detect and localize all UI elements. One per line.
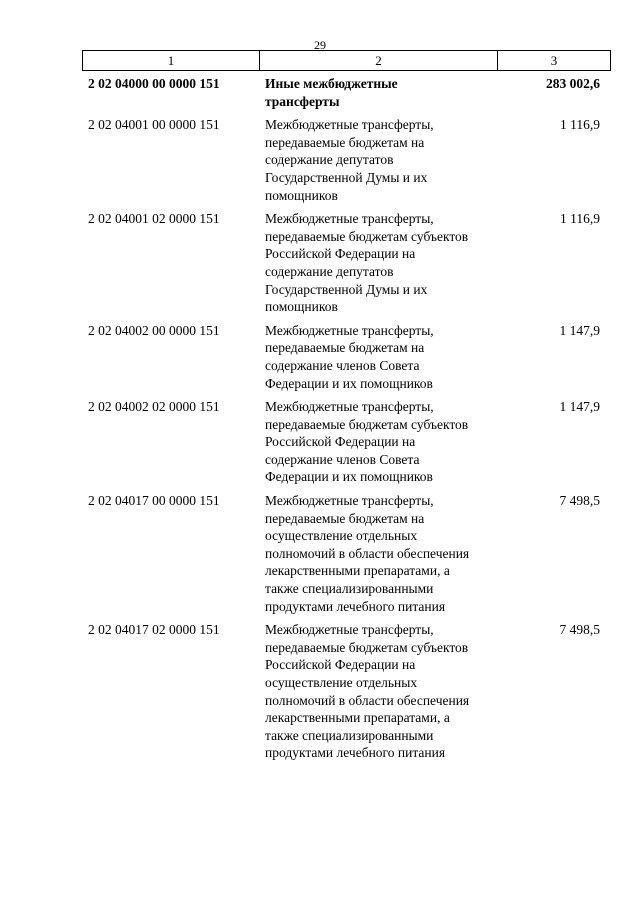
budget-item-name [259,398,497,486]
column-header-table [82,50,611,71]
budget-code: 2 02 04000 00 0000 151 [88,76,220,91]
column-header-code: 1 [83,51,260,71]
name-line: содержание членов Совета [265,357,420,373]
budget-amount: 283 002,6 [546,76,600,91]
table-row [82,492,610,615]
name-line: осуществление отдельных [265,528,418,544]
name-line: лекарственными препаратами, а [265,563,450,579]
page-number: 29 [314,38,326,52]
budget-amount: 1 147,9 [559,322,600,338]
budget-amount: 1 147,9 [559,399,600,415]
name-line: передаваемые бюджетам субъектов [265,639,469,655]
name-line: передаваемые бюджетам на [265,134,425,150]
name-line: полномочий в области обеспечения [265,692,470,708]
table-row [82,398,610,486]
budget-item-name [259,322,497,392]
name-line: Межбюджетные трансферты, [265,211,434,227]
name-line: Российской Федерации на [265,657,416,673]
budget-item-name [259,621,497,762]
budget-code: 2 02 04001 02 0000 151 [88,211,220,227]
table-row [82,75,610,110]
name-line: передаваемые бюджетам на [265,340,425,356]
table-row [82,210,610,316]
budget-item-name [259,116,497,204]
name-line: продуктами лечебного питания [265,598,446,614]
budget-amount: 1 116,9 [560,211,600,227]
name-line: помощников [265,299,338,315]
name-line: содержание депутатов [265,152,394,168]
name-line: Межбюджетные трансферты, [265,493,434,509]
name-line: продуктами лечебного питания [265,745,446,761]
name-line: Российской Федерации на [265,246,416,262]
column-header-amount: 3 [498,51,611,71]
table-row [82,116,610,204]
name-line: также специализированными [265,581,434,597]
budget-amount: 7 498,5 [559,622,600,638]
budget-code: 2 02 04002 02 0000 151 [88,399,220,415]
budget-rows [82,75,610,768]
name-line: Российской Федерации на [265,434,416,450]
budget-code: 2 02 04002 00 0000 151 [88,322,220,338]
name-line: полномочий в области обеспечения [265,545,470,561]
budget-item-name [259,492,497,615]
name-line: содержание членов Совета [265,451,420,467]
name-line: помощников [265,187,338,203]
name-line: передаваемые бюджетам субъектов [265,416,469,432]
name-line: Федерации и их помощников [265,469,433,485]
name-line: Межбюджетные трансферты, [265,622,434,638]
name-line: Иные межбюджетные [265,76,398,91]
name-line: осуществление отдельных [265,675,418,690]
budget-amount: 1 116,9 [560,117,600,133]
budget-item-name [259,210,497,316]
name-line: Межбюджетные трансферты, [265,322,434,338]
name-line: Федерации и их помощников [265,375,433,391]
budget-item-name [259,75,497,110]
column-header-row [83,51,611,71]
name-line: передаваемые бюджетам на [265,510,425,526]
table-row [82,322,610,392]
name-line: Межбюджетные трансферты, [265,399,434,415]
table-row [82,621,610,762]
name-line: передаваемые бюджетам субъектов [265,228,469,244]
name-line: лекарственными препаратами, а [265,710,450,726]
name-line: Межбюджетные трансферты, [265,117,434,133]
budget-amount: 7 498,5 [559,493,600,509]
budget-code: 2 02 04001 00 0000 151 [88,117,220,133]
name-line: также специализированными [265,727,434,743]
name-line: Государственной Думы и их [265,281,428,297]
name-line: Государственной Думы и их [265,169,428,185]
budget-code: 2 02 04017 00 0000 151 [88,493,220,509]
name-line: трансферты [265,93,340,109]
column-header-name: 2 [260,51,498,71]
name-line: содержание депутатов [265,263,394,279]
budget-code: 2 02 04017 02 0000 151 [88,622,220,638]
